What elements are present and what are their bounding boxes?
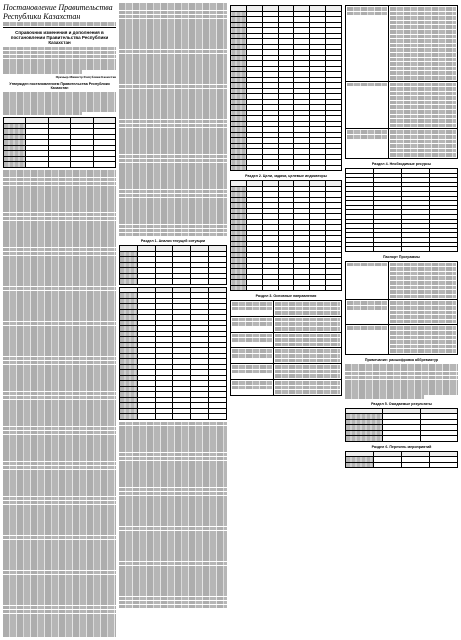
body-text	[3, 47, 116, 74]
body-text	[3, 170, 116, 637]
column-1	[3, 3, 116, 637]
data-table	[3, 117, 116, 168]
section-title-plan: Раздел 1. Анализ текущей ситуации	[140, 239, 206, 244]
column-3	[230, 3, 342, 637]
column-2	[119, 3, 227, 637]
section-title-6: Раздел 6. Перечень мероприятий	[371, 444, 432, 449]
section-title-finance: Раздел 4. Необходимые ресурсы	[371, 162, 432, 166]
issue-meta	[3, 22, 116, 28]
section-title-5: Раздел 5. Ожидаемые результаты	[371, 401, 432, 406]
indicator-table	[230, 5, 342, 171]
results-table	[345, 408, 458, 442]
finance-grid	[345, 168, 458, 252]
document-title: Справочник изменения и дополнения в постановлении Правительства Республики Казахстан	[10, 29, 109, 45]
section-title-measures: Раздел 3. Основные направления	[255, 294, 317, 298]
passport-box	[345, 5, 458, 159]
body-text	[3, 92, 116, 115]
plan-table	[119, 245, 227, 285]
plan-table-2	[119, 287, 227, 420]
signature: Премьер-Министр Республики Казахстан	[55, 74, 116, 79]
section-title-passport: Паспорт Программы	[383, 254, 420, 259]
abbreviations-list	[345, 364, 458, 399]
goals-table	[230, 180, 342, 291]
measures-table	[345, 451, 458, 469]
masthead: Постановление Правительства Республики Казахстан	[3, 3, 113, 21]
passport-detail-box	[345, 261, 458, 355]
body-text	[119, 3, 227, 236]
column-4	[345, 3, 458, 637]
body-text	[119, 422, 227, 608]
measures-box	[230, 300, 342, 396]
section-title-goals: Раздел 2. Цели, задачи, целевые индикаторы	[245, 174, 327, 178]
annex-title: Утвержден постановлением Правительства Республики Казахстан	[9, 82, 110, 91]
section-title-notes: Примечание: расшифровка аббревиатур	[364, 357, 439, 362]
